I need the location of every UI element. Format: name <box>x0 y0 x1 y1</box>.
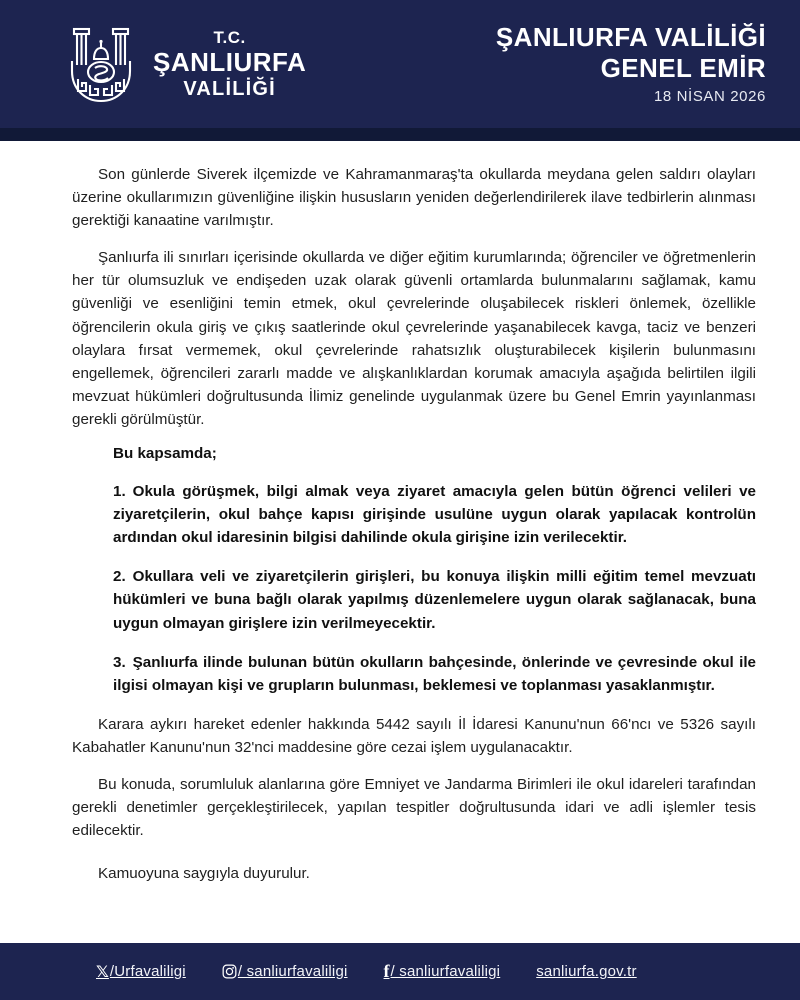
brand-tc-label: T.C. <box>213 28 246 48</box>
header-accent-strip <box>0 128 800 141</box>
instagram-icon <box>222 964 237 979</box>
brand-lockup <box>62 21 306 107</box>
footer-handle-facebook: / sanliurfavaliligi <box>390 963 501 980</box>
paragraph-rationale: Şanlıurfa ili sınırları içerisinde okullarda ve diğer eğitim kurumlarında; öğrenciler ve öğretmenlerin her tür olumsuzluk ve endişeden uzak olarak güvenli ortamlarda bulunmalarını sağlamak, kamu güvenliği ve esenliğini temin etmek, okul çevrelerinde oluşabilecek riskleri önlemek, özellikle öğrencilerin okula giriş ve çıkış saatlerinde okul çevrelerinde yaşanabilecek kavga, taciz ve benzeri olaylara fırsat vermemek, okul çevrelerinde rahatsızlık oluşturabilecek kişilerin bulunmasını engellemek, öğrencileri zararlı madde ve alışkanlıklardan korumak amacıyla aşağıda belirtilen ilgili mevzuat hükümleri doğrultusunda İlimiz genelinde uygulanmak üzere bu Genel Emrin yayınlanması gerekli görülmüştür. <box>72 249 756 428</box>
order-item-2-text: Okullara veli ve ziyaretçilerin girişleri, bu konuya ilişkin milli eğitim temel mevzuatı hükümleri ve buna bağlı olarak yapılmış düzenlemelere uygun olarak sağlanacak, buna uygun olmayan girişlere izin verilmeyecektir. <box>113 568 756 632</box>
brand-text <box>153 29 306 98</box>
paragraph-enforcement: Bu konuda, sorumluluk alanlarına göre Emniyet ve Jandarma Birimleri ile okul idareleri tarafından gerekli denetimler gerçekleştirilecek, yapılan tespitler doğrultusunda idari ve adli işlemler tesis edilecektir. <box>72 775 756 840</box>
header-title-block <box>496 24 766 104</box>
document-date: 18 NİSAN 2026 <box>653 88 766 105</box>
document-header <box>0 0 800 128</box>
document-title-line-1: ŞANLIURFA VALİLİĞİ <box>495 22 766 52</box>
footer-link-x[interactable] <box>96 962 186 981</box>
order-item-2 <box>113 565 756 634</box>
x-twitter-icon: 𝕏 <box>96 962 109 981</box>
order-item-1 <box>113 480 756 549</box>
document-footer <box>0 943 800 1000</box>
brand-subtitle-label: VALİLİĞİ <box>183 77 276 100</box>
order-item-1-text: Okula görüşmek, bilgi almak veya ziyaret amacıyla gelen bütün öğrenci velileri ve ziyaretçilerin, okul bahçe kapısı girişinde usulüne uygun olarak yapılacak kontrolün ardından okul idaresinin bilgisi dahilinde okula girişine izin verilecektir. <box>113 483 756 547</box>
footer-handle-instagram: / sanliurfavaliligi <box>237 963 348 980</box>
document-title-line-2: GENEL EMİR <box>600 53 766 83</box>
facebook-icon: f <box>383 961 390 981</box>
order-item-2-number: 2. <box>113 568 126 586</box>
scope-heading: Bu kapsamda; <box>113 445 217 463</box>
brand-city-label: ŞANLIURFA <box>153 47 307 78</box>
order-item-3-text: Şanlıurfa ilinde bulunan bütün okulların bahçesinde, önlerinde ve çevresinde okul ile ilgisi olmayan kişi ve grupların bulunması, beklemesi ve toplanması yasaklanmıştır. <box>113 653 756 694</box>
sanliurfa-coat-of-arms-icon <box>62 21 140 107</box>
paragraph-intro: Son günlerde Siverek ilçemizde ve Kahramanmaraş'ta okullarda meydana gelen saldırı olayları üzerine okullarımızın güvenliğine ilişkin hususların yeniden değerlendirilerek ilave tedbirlerin alınması gerektiği kanaatine varılmıştır. <box>72 166 756 230</box>
footer-link-instagram[interactable] <box>222 963 348 980</box>
order-item-3 <box>113 651 756 697</box>
footer-handle-x: /Urfavaliligi <box>109 963 186 980</box>
order-item-3-number: 3. <box>113 653 126 671</box>
footer-link-facebook[interactable] <box>384 961 501 982</box>
footer-handle-website: sanliurfa.gov.tr <box>536 963 637 980</box>
paragraph-closing: Kamuoyuna saygıyla duyurulur. <box>98 865 310 883</box>
order-item-1-number: 1. <box>113 483 126 501</box>
document-body <box>0 141 800 943</box>
footer-link-website[interactable] <box>536 963 636 980</box>
paragraph-sanction: Karara aykırı hareket edenler hakkında 5442 sayılı İl İdaresi Kanunu'nun 66'ncı ve 5326 sayılı Kabahatler Kanunu'nun 32'nci maddesine göre cezai işlem uygulanacaktır. <box>72 715 756 756</box>
